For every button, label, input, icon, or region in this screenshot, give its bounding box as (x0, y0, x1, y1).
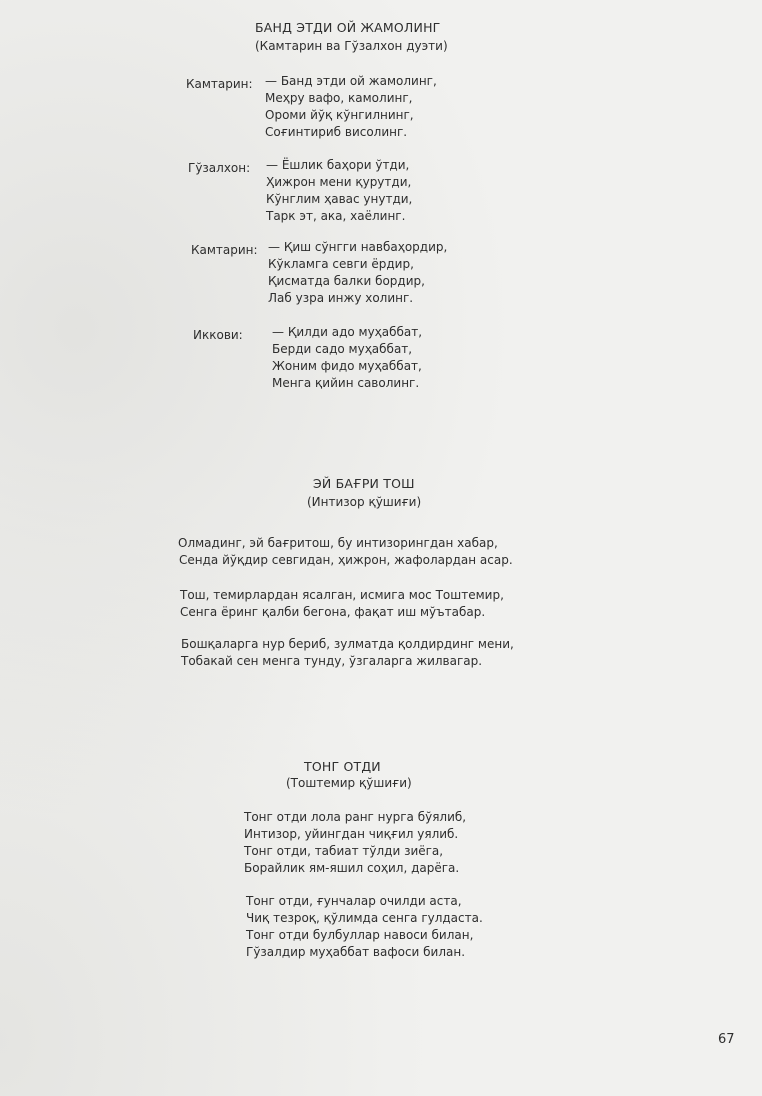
song1-s1-line-4: Соғинтириб висолинг. (265, 125, 408, 139)
song3-s1-line-1: Тонг отди лола ранг нурга бўялиб, (244, 810, 467, 824)
song1-s2-line-1: — Ёшлик баҳори ўтди, (266, 158, 410, 172)
song1-speaker-2: Гўзалхон: (188, 161, 251, 175)
song1-s3-line-1: — Қиш сўнгги навбаҳордир, (268, 240, 448, 254)
song2-s1-line-1: Олмадинг, эй бағритош, бу интизорингдан хабар, (178, 536, 498, 550)
song1-s3-line-4: Лаб узра инжу холинг. (268, 291, 414, 305)
song1-s3-line-2: Кўкламга севги ёрдир, (268, 257, 414, 271)
song3-subtitle: (Тоштемир қўшиғи) (286, 776, 412, 790)
song1-speaker-4: Иккови: (193, 328, 243, 342)
song1-title: БАНД ЭТДИ ОЙ ЖАМОЛИНГ (255, 20, 441, 35)
song1-s4-line-2: Берди садо муҳаббат, (272, 342, 413, 356)
song2-s2-line-1: Тош, темирлардан ясалган, исмига мос Тоштемир, (180, 588, 504, 602)
song2-s1-line-2: Сенда йўқдир севгидан, ҳижрон, жафолардан асар. (179, 553, 513, 567)
song1-s1-line-2: Меҳру вафо, камолинг, (265, 91, 413, 105)
song1-s3-line-3: Қисматда балки бордир, (268, 274, 425, 288)
song3-s1-line-2: Интизор, уйингдан чиқғил уялиб. (244, 827, 459, 841)
song2-s2-line-2: Сенга ёринг қалби бегона, фақат иш мўътабар. (180, 605, 486, 619)
song1-s2-line-4: Тарк эт, ака, хаёлинг. (266, 209, 406, 223)
song3-s2-line-4: Гўзалдир муҳаббат вафоси билан. (246, 945, 466, 959)
song1-s2-line-3: Кўнглим ҳавас унутди, (266, 192, 413, 206)
song1-speaker-1: Камтарин: (186, 77, 253, 91)
song1-s4-line-3: Жоним фидо муҳаббат, (272, 359, 422, 373)
song1-s4-line-4: Менга қийин саволинг. (272, 376, 420, 390)
song3-s2-line-2: Чиқ тезроқ, қўлимда сенга гулдаста. (246, 911, 483, 925)
song3-s2-line-1: Тонг отди, ғунчалар очилди аста, (246, 894, 462, 908)
song1-s1-line-1: — Банд этди ой жамолинг, (265, 74, 437, 88)
song1-speaker-3: Камтарин: (191, 243, 258, 257)
song1-s4-line-1: — Қилди адо муҳаббат, (272, 325, 423, 339)
song3-title: ТОНГ ОТДИ (304, 759, 381, 774)
song1-s2-line-2: Ҳижрон мени қурутди, (266, 175, 412, 189)
song2-s3-line-1: Бошқаларга нур бериб, зулматда қолдирдинг мени, (181, 637, 514, 651)
song3-s1-line-4: Борайлик ям-яшил соҳил, дарёга. (244, 861, 460, 875)
page-number: 67 (718, 1032, 735, 1047)
song3-s2-line-3: Тонг отди булбуллар навоси билан, (246, 928, 474, 942)
song3-s1-line-3: Тонг отди, табиат тўлди зиёга, (244, 844, 444, 858)
song1-subtitle: (Камтарин ва Гўзалхон дуэти) (255, 39, 448, 53)
song1-s1-line-3: Ороми йўқ кўнгилнинг, (265, 108, 414, 122)
song2-subtitle: (Интизор қўшиғи) (307, 495, 422, 509)
song2-title: ЭЙ БАҒРИ ТОШ (313, 476, 415, 491)
song2-s3-line-2: Тобакай сен менга тунду, ўзгаларга жилвагар. (181, 654, 483, 668)
